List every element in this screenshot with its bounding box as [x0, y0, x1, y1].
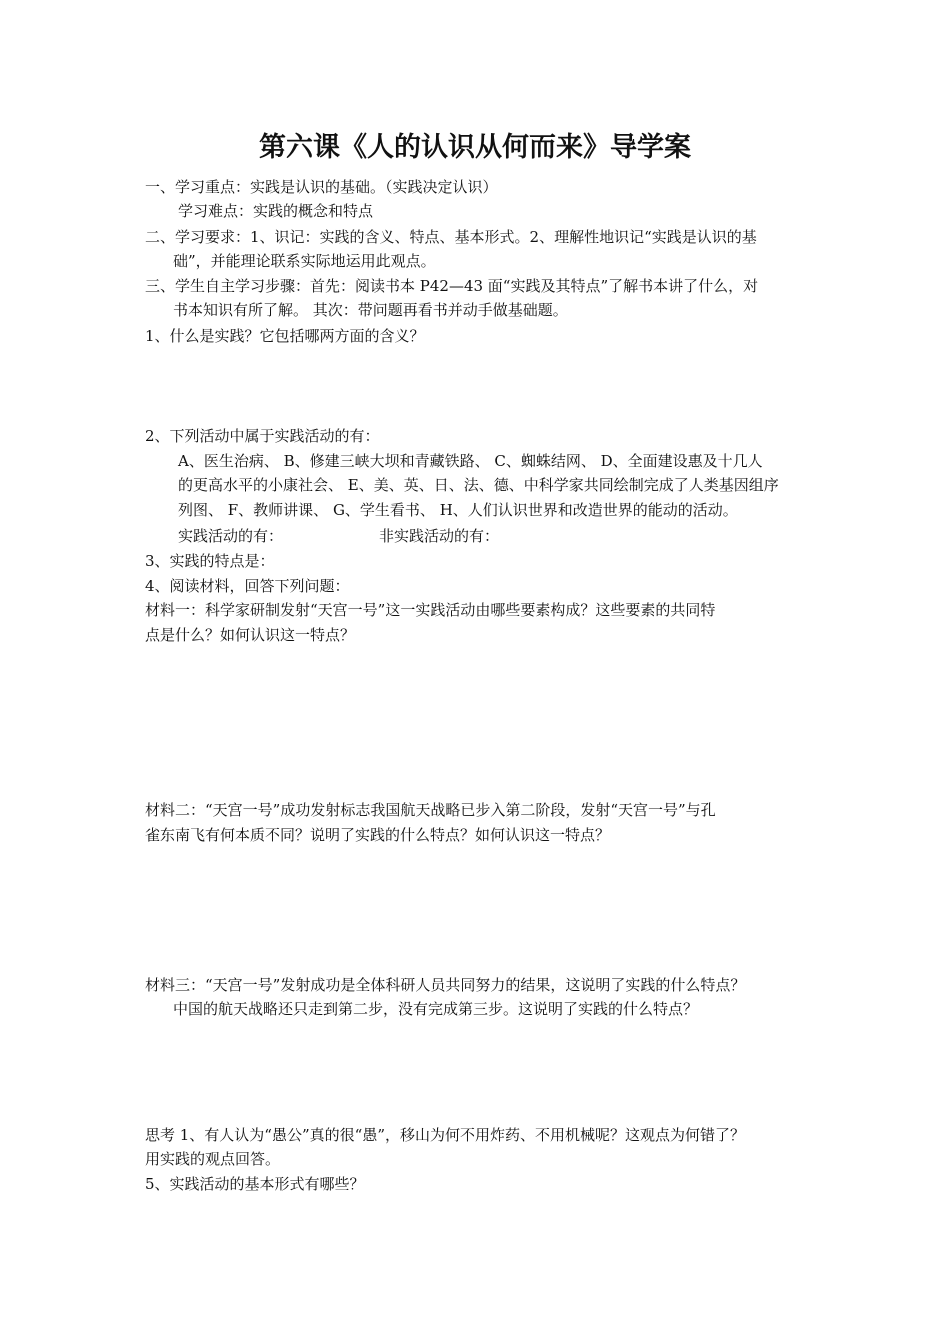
question-5: 5、实践活动的基本形式有哪些？: [145, 1175, 365, 1193]
think-1-line2: 用实践的观点回答。: [145, 1150, 281, 1168]
learning-focus: 一、学习重点：实践是认识的基础。（实践决定认识）: [145, 178, 498, 196]
learning-difficulty: 学习难点：实践的概念和特点: [178, 202, 374, 220]
question-1: 1、什么是实践？它包括哪两方面的含义？: [145, 327, 425, 345]
think-1-line1: 思考 1、有人认为“愚公”真的很“愚”，移山为何不用炸药、不用机械呢？这观点为何错了？: [145, 1126, 745, 1144]
learning-requirement-line2: 础”，并能理论联系实际地运用此观点。: [173, 252, 436, 270]
question-2-options-line2: 的更高水平的小康社会、 E、美、英、日、法、德、中科学家共同绘制完成了人类基因组序: [178, 476, 779, 494]
non-practice-label: 非实践活动的有：: [379, 527, 500, 545]
study-steps-line1: 三、学生自主学习步骤：首先：阅读书本 P42—43 面“实践及其特点”了解书本讲了什么，对: [145, 277, 759, 295]
page-title: 第六课《人的认识从何而来》导学案: [259, 132, 691, 163]
material-3-line2: 中国的航天战略还只走到第二步，没有完成第三步。这说明了实践的什么特点？: [173, 1000, 699, 1018]
material-2-line2: 雀东南飞有何本质不同？说明了实践的什么特点？如何认识这一特点？: [145, 826, 611, 844]
question-4-prompt: 4、阅读材料，回答下列问题：: [145, 577, 350, 595]
learning-requirement-line1: 二、学习要求：1、识记：实践的含义、特点、基本形式。2、理解性地识记“实践是认识的基: [145, 228, 757, 246]
question-2-options-line1: A、医生治病、 B、修建三峡大坝和青藏铁路、 C、蜘蛛结网、 D、全面建设惠及十几人: [178, 452, 763, 470]
question-2-prompt: 2、下列活动中属于实践活动的有：: [145, 427, 380, 445]
material-2-line1: 材料二：“天宫一号”成功发射标志我国航天战略已步入第二阶段，发射“天宫一号”与孔: [145, 801, 716, 819]
study-steps-line2: 书本知识有所了解。 其次：带问题再看书并动手做基础题。: [173, 301, 568, 319]
question-3: 3、实践的特点是：: [145, 552, 275, 570]
question-2-options-line3: 列图、 F、教师讲课、 G、学生看书、 H、人们认识世界和改造世界的能动的活动。: [178, 501, 738, 519]
practice-label: 实践活动的有：: [178, 527, 284, 545]
question-2-answer-labels: [178, 524, 858, 548]
material-1-line1: 材料一：科学家研制发射“天宫一号”这一实践活动由哪些要素构成？这些要素的共同特: [145, 601, 716, 619]
material-3-line1: 材料三：“天宫一号”发射成功是全体科研人员共同努力的结果，这说明了实践的什么特点？: [145, 976, 746, 994]
material-1-line2: 点是什么？如何认识这一特点？: [145, 626, 356, 644]
